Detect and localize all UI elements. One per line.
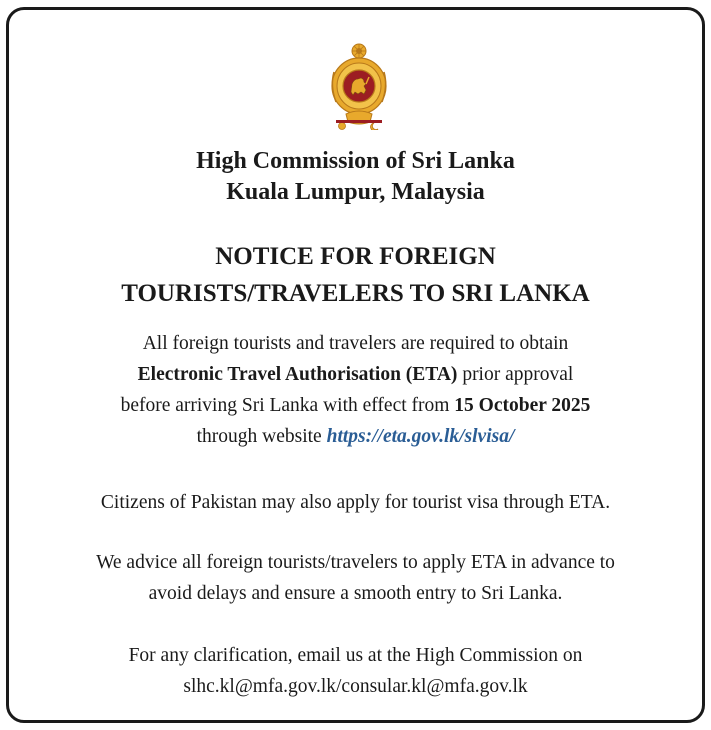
advice-line1: We advice all foreign tourists/travelers to apply ETA in advance to bbox=[96, 552, 615, 573]
eta-line2-rest: prior approval bbox=[457, 364, 574, 385]
eta-line2 bbox=[9, 359, 702, 390]
eta-line4 bbox=[9, 421, 702, 452]
contact-paragraph bbox=[9, 640, 702, 702]
notice-title-line2: TOURISTS/TRAVELERS TO SRI LANKA bbox=[121, 280, 590, 307]
contact-emails[interactable]: slhc.kl@mfa.gov.lk/consular.kl@mfa.gov.lk bbox=[183, 676, 528, 697]
pakistan-line: Citizens of Pakistan may also apply for tourist visa through ETA. bbox=[100, 492, 611, 513]
eta-name: Electronic Travel Authorisation (ETA) bbox=[137, 364, 458, 385]
eta-line4-start: through website bbox=[196, 426, 327, 447]
eta-line1: All foreign tourists and travelers are required to obtain bbox=[142, 333, 569, 354]
commission-name: High Commission of Sri Lanka bbox=[196, 148, 515, 174]
contact-line: For any clarification, email us at the High Commission on bbox=[128, 645, 583, 666]
notice-title-line1: NOTICE FOR FOREIGN bbox=[215, 243, 496, 270]
notice-title bbox=[9, 238, 702, 312]
effective-date: 15 October 2025 bbox=[454, 395, 591, 416]
commission-heading bbox=[9, 146, 702, 208]
sri-lanka-emblem-icon bbox=[328, 42, 390, 130]
advice-line2: avoid delays and ensure a smooth entry to Sri Lanka. bbox=[148, 583, 563, 604]
eta-requirement-paragraph bbox=[9, 328, 702, 452]
advice-paragraph bbox=[9, 547, 702, 609]
eta-line3 bbox=[9, 390, 702, 421]
commission-location: Kuala Lumpur, Malaysia bbox=[226, 179, 485, 205]
pakistan-paragraph bbox=[9, 487, 702, 518]
notice-frame bbox=[6, 7, 705, 723]
eta-website-link[interactable]: https://eta.gov.lk/slvisa/ bbox=[326, 426, 515, 447]
eta-line3-start: before arriving Sri Lanka with effect from bbox=[120, 395, 455, 416]
